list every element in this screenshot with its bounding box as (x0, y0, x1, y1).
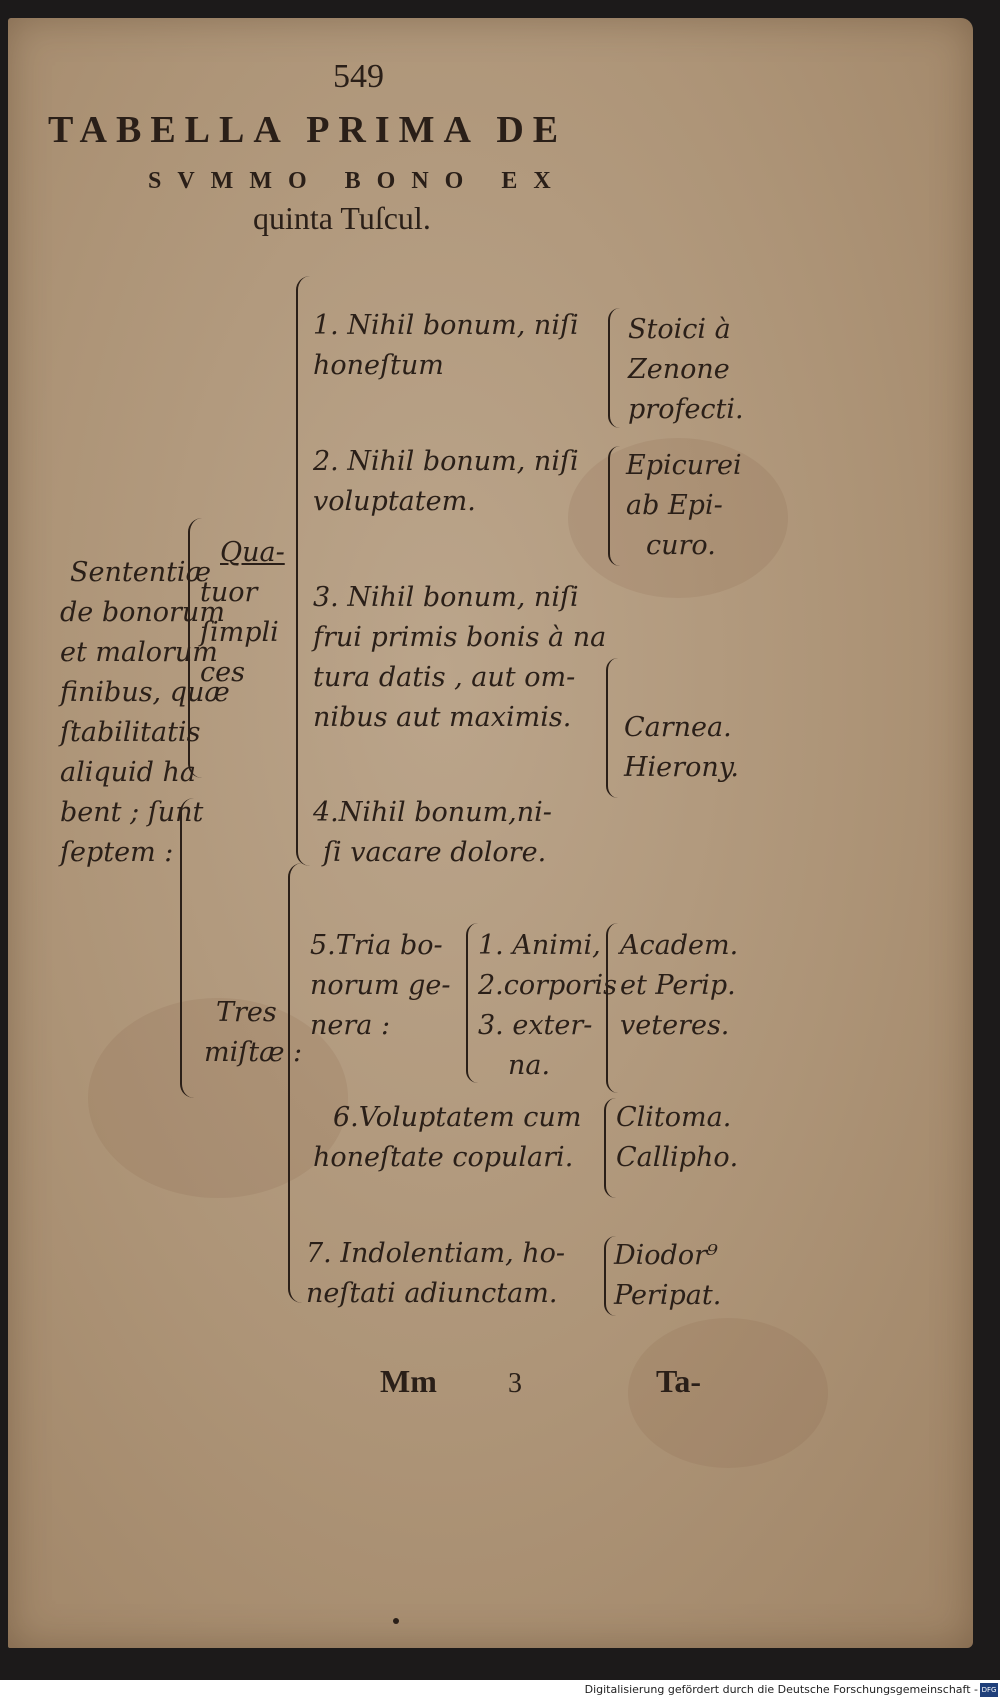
school-5-line: et Perip. (620, 970, 736, 1001)
entry-5-line: norum ge- (310, 970, 451, 1001)
brace-sub-5 (466, 923, 478, 1083)
page-number: 549 (333, 58, 384, 95)
school-7-line: Diodor⁹ (614, 1240, 718, 1271)
brace-school-3 (606, 658, 618, 798)
entry-3-line: 3. Nihil bonum, niſi (313, 582, 579, 613)
school-2-line: ab Epi- (626, 490, 723, 521)
entry-4-line: 4.Nihil bonum,ni- (313, 797, 552, 828)
entry-7-line: neſtati adiunctam. (306, 1278, 558, 1309)
title-line-2: SVMMO BONO EX (148, 168, 567, 194)
root-line: et malorum (60, 637, 218, 668)
school-6-line: Calliphο. (616, 1142, 739, 1173)
entry-6 (313, 1098, 581, 1178)
root-line: Sententiæ (70, 557, 211, 588)
entry-1-line: honeſtum (313, 350, 444, 381)
school-1-line: Stoici à (628, 314, 731, 345)
brace-school-2 (608, 446, 620, 566)
catchword: Ta- (656, 1363, 702, 1399)
brace-school-5 (606, 923, 618, 1093)
school-7-line: Peripat. (614, 1280, 722, 1311)
ink-speck (393, 1618, 399, 1624)
brace-school-1 (608, 308, 620, 428)
entry-1 (313, 306, 579, 386)
school-1-line: Zenone (628, 354, 730, 385)
entry-2-line: voluptatem. (313, 486, 476, 517)
school-3-line: Hierony. (624, 752, 739, 783)
root-line: finibus, quæ (60, 677, 230, 708)
entry-5-line: 5.Tria bo- (310, 930, 443, 961)
brace-entries-5-7 (288, 863, 304, 1303)
entry-5-sub-line: na. (508, 1050, 551, 1081)
school-3 (624, 708, 739, 788)
school-2-line: Epicurei (626, 450, 742, 481)
group-simplices-line: Qua- (220, 537, 285, 568)
entry-5-line: nera : (310, 1010, 391, 1041)
group-simplices-line: ſimpli (200, 617, 279, 648)
school-1-line: profecti. (628, 394, 744, 425)
entry-5-sub-line: 1. Animi, (478, 930, 601, 961)
school-7 (614, 1236, 721, 1316)
root-line: ſtabilitatis (60, 717, 201, 748)
school-3-line: Carnea. (624, 712, 732, 743)
entry-5-sub-line: 3. exter- (478, 1010, 593, 1041)
footer-credit: Digitalisierung gefördert durch die Deutsche Forschungsgemeinschaft - (584, 1683, 978, 1696)
entry-3 (313, 578, 606, 738)
entry-5 (310, 926, 451, 1046)
entry-5-sub-line: 2.corporis (478, 970, 617, 1001)
signature-mark: Mm (380, 1363, 437, 1399)
group-simplices-line: ces (200, 657, 245, 688)
school-1 (628, 310, 744, 430)
entry-2 (313, 442, 579, 522)
root-line: de bonorum (60, 597, 225, 628)
entry-6-line: honeſtate copulari. (313, 1142, 574, 1173)
title-line-3: quinta Tuſcul. (253, 200, 431, 236)
group-simplices-line: tuor (200, 577, 258, 608)
brace-mista (180, 798, 196, 1098)
school-6-line: Clitoma. (616, 1102, 732, 1133)
root-line: aliquid ha (60, 757, 197, 788)
school-5-line: veteres. (620, 1010, 730, 1041)
entry-4 (313, 793, 552, 873)
entry-1-line: 1. Nihil bonum, niſi (313, 310, 579, 341)
school-5 (620, 926, 738, 1046)
group-simplices (200, 533, 285, 693)
root-line: bent ; ſunt (60, 797, 204, 828)
signature-number: 3 (508, 1368, 522, 1399)
title-line-1: TABELLA PRIMA DE (48, 109, 568, 151)
group-mista-line: miſtæ : (204, 1037, 303, 1068)
school-6 (616, 1098, 738, 1178)
school-5-line: Academ. (620, 930, 739, 961)
entry-3-line: frui primis bonis à na (313, 622, 607, 653)
dfg-logo: DFG (980, 1683, 998, 1697)
brace-school-6 (604, 1098, 616, 1198)
school-2-line: curo. (646, 530, 716, 561)
book-page (8, 18, 973, 1648)
brace-entries-1-4 (296, 276, 312, 866)
entry-6-line: 6.Voluptatem cum (333, 1102, 582, 1133)
entry-2-line: 2. Nihil bonum, niſi (313, 446, 579, 477)
entry-5-sub (478, 926, 617, 1086)
entry-7 (306, 1234, 565, 1314)
school-2 (626, 446, 742, 566)
entry-3-line: nibus aut maximis. (313, 702, 572, 733)
entry-7-line: 7. Indolentiam, ho- (306, 1238, 566, 1269)
entry-3-line: tura datis , aut om- (313, 662, 576, 693)
entry-4-line: ſi vacare dolore. (323, 837, 547, 868)
root-line: ſeptem : (60, 837, 174, 868)
group-mista-line: Tres (216, 997, 277, 1028)
